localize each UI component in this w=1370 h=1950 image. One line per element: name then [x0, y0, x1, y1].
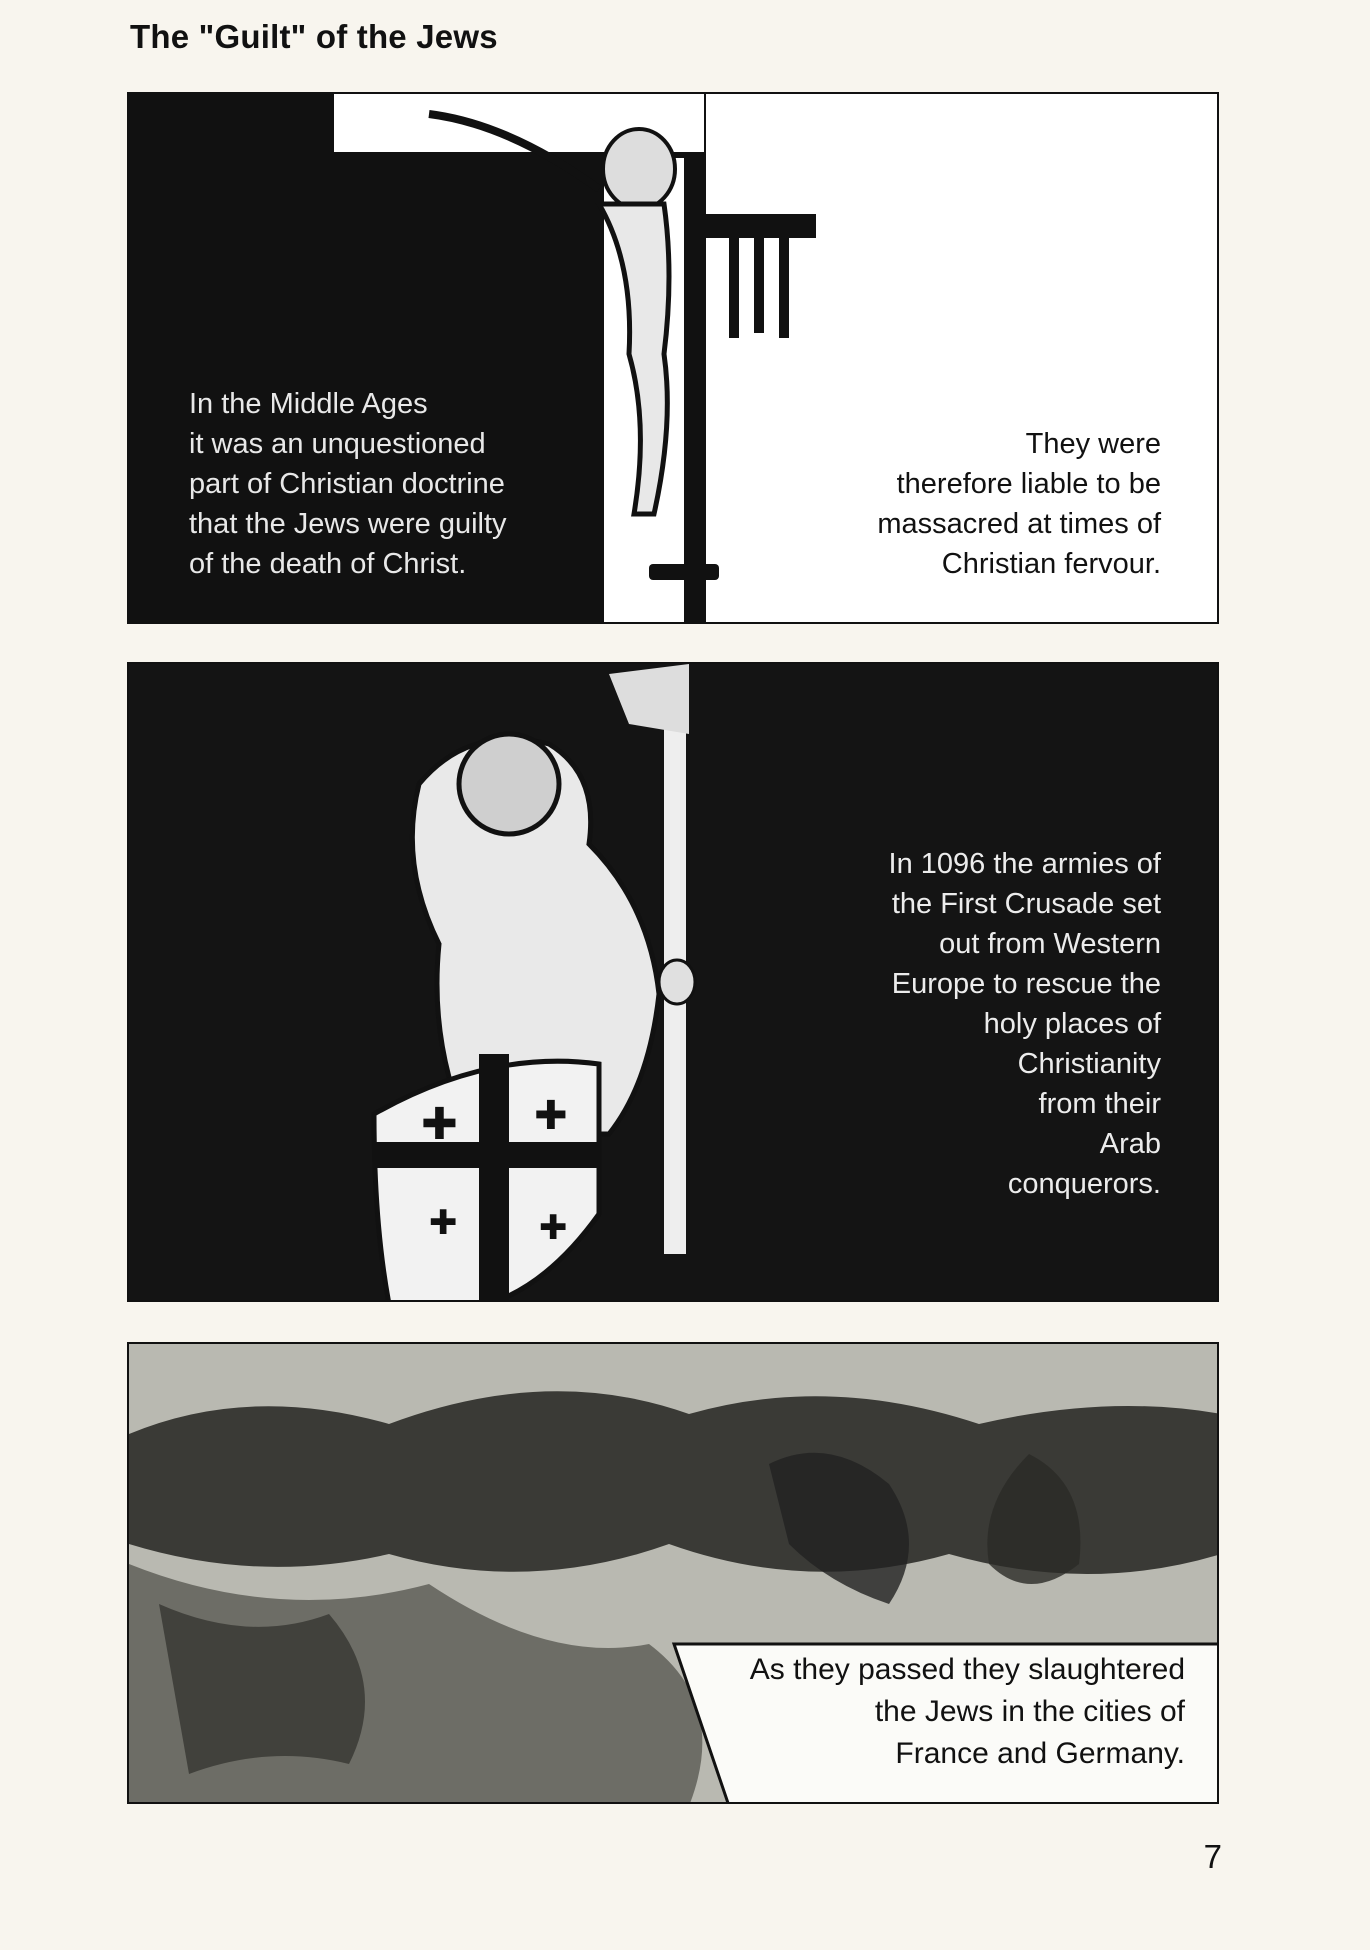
caption-middle-ages: In the Middle Ages it was an unquestioned part of Christian doctrine that the Jews were guilty of the death of Christ. [189, 388, 507, 580]
page-number: 7 [1203, 1838, 1222, 1875]
crusader-panel [127, 662, 1219, 1302]
svg-text:✚: ✚ [539, 1208, 568, 1248]
svg-text:✚: ✚ [421, 1099, 458, 1150]
crucifixion-panel [127, 92, 1219, 624]
massacre-panel [127, 1342, 1219, 1804]
svg-text:✚: ✚ [534, 1093, 568, 1139]
caption-massacred: They were therefore liable to be massacred at times of Christian fervour. [877, 428, 1161, 580]
page-title: The "Guilt" of the Jews [130, 18, 498, 55]
svg-text:✚: ✚ [429, 1203, 458, 1243]
caption-first-crusade: In 1096 the armies of the First Crusade set out from Western Europe to rescue the holy places of Christianity from their Arab conquerors. [888, 848, 1161, 1200]
caption-slaughtered: As they passed they slaughtered the Jews in the cities of France and Germany. [749, 1653, 1185, 1770]
